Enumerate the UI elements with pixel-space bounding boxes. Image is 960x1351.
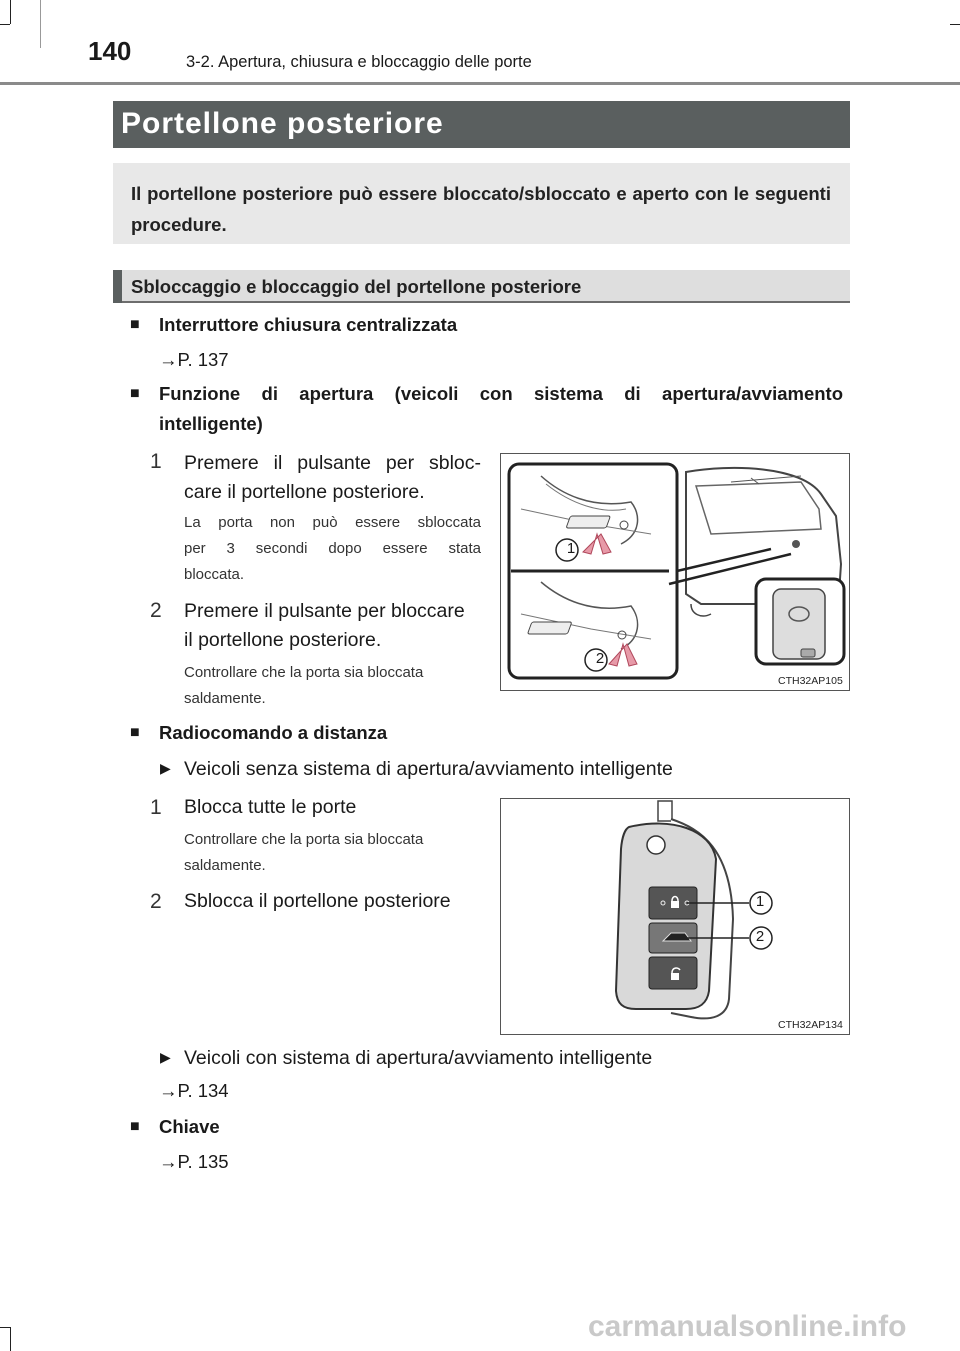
triangle-bullet-icon: ▶ <box>160 1049 171 1065</box>
item3-step1-note-line1: Controllare che la porta sia bloccata <box>184 831 424 848</box>
item3-sub2-ref-text[interactable]: P. 134 <box>177 1080 229 1101</box>
item2-step2-note-line2: saldamente. <box>184 690 266 707</box>
figure1-callout-2: 2 <box>595 650 605 667</box>
figure1-callout-1: 1 <box>566 540 576 557</box>
item2-step1-note-line1: La porta non può essere sbloccata <box>184 514 481 531</box>
arrow-icon: → <box>159 1080 178 1101</box>
header-rule <box>0 82 960 85</box>
item2-step2-line1: Premere il pulsante per bloccare <box>184 600 465 622</box>
item3-sub2-ref <box>159 1080 229 1102</box>
page-title: Portellone posteriore <box>121 107 444 140</box>
step-number: 1 <box>150 450 162 473</box>
item4-heading: Chiave <box>159 1116 220 1137</box>
item2-step1-note-line3: bloccata. <box>184 566 245 583</box>
tailgate-illustration <box>501 454 849 690</box>
figure1-code: CTH32AP105 <box>778 675 843 687</box>
figure-tailgate-button <box>500 453 850 691</box>
item3-sub1: Veicoli senza sistema di apertura/avviamento intelligente <box>184 758 673 780</box>
intro-text: Il portellone posteriore può essere bloccato/sbloccato e aperto con le seguenti procedure. <box>131 183 831 235</box>
item2-step1-note-line2: per 3 secondi dopo essere stata <box>184 540 481 557</box>
item2-step2-note-line1: Controllare che la porta sia bloccata <box>184 664 424 681</box>
section-heading: Sbloccaggio e bloccaggio del portellone posteriore <box>131 276 582 297</box>
figure-remote-key <box>500 798 850 1035</box>
arrow-icon: → <box>159 349 178 370</box>
square-bullet-icon: ■ <box>130 316 140 333</box>
square-bullet-icon: ■ <box>130 385 140 402</box>
item2-step1-line1: Premere il pulsante per sbloc- <box>184 452 481 474</box>
item3-step2: Sblocca il portellone posteriore <box>184 890 451 912</box>
item4-ref-text[interactable]: P. 135 <box>177 1151 229 1172</box>
section-heading-bar <box>113 270 122 303</box>
page-number: 140 <box>88 36 132 66</box>
step-number: 2 <box>150 599 162 622</box>
item4-ref <box>159 1151 229 1173</box>
figure2-code: CTH32AP134 <box>778 1019 843 1031</box>
item2-step1-line2: care il portellone posteriore. <box>184 481 425 503</box>
item3-step1: Blocca tutte le porte <box>184 796 357 818</box>
square-bullet-icon: ■ <box>130 1118 140 1135</box>
chapter-title: 3-2. Apertura, chiusura e bloccaggio delle porte <box>186 53 532 71</box>
figure2-callout-2: 2 <box>755 928 765 945</box>
item1-ref <box>159 349 229 371</box>
step-number: 2 <box>150 890 162 913</box>
item2-step2-line2: il portellone posteriore. <box>184 629 382 651</box>
item2-heading-line2: intelligente) <box>159 413 263 434</box>
remote-key-illustration <box>501 799 849 1034</box>
item1-ref-text[interactable]: P. 137 <box>177 349 229 370</box>
arrow-icon: → <box>159 1151 178 1172</box>
item1-heading: Interruttore chiusura centralizzata <box>159 314 458 335</box>
item3-heading: Radiocomando a distanza <box>159 722 388 743</box>
square-bullet-icon: ■ <box>130 724 140 741</box>
item3-step1-note-line2: saldamente. <box>184 857 266 874</box>
item2-heading-line1: Funzione di apertura (veicoli con sistema di apertura/avviamento <box>159 383 843 404</box>
watermark: carmanualsonline.info <box>588 1310 907 1343</box>
item3-sub2: Veicoli con sistema di apertura/avviamento intelligente <box>184 1047 653 1069</box>
step-number: 1 <box>150 796 162 819</box>
triangle-bullet-icon: ▶ <box>160 760 171 776</box>
figure2-callout-1: 1 <box>755 893 765 910</box>
